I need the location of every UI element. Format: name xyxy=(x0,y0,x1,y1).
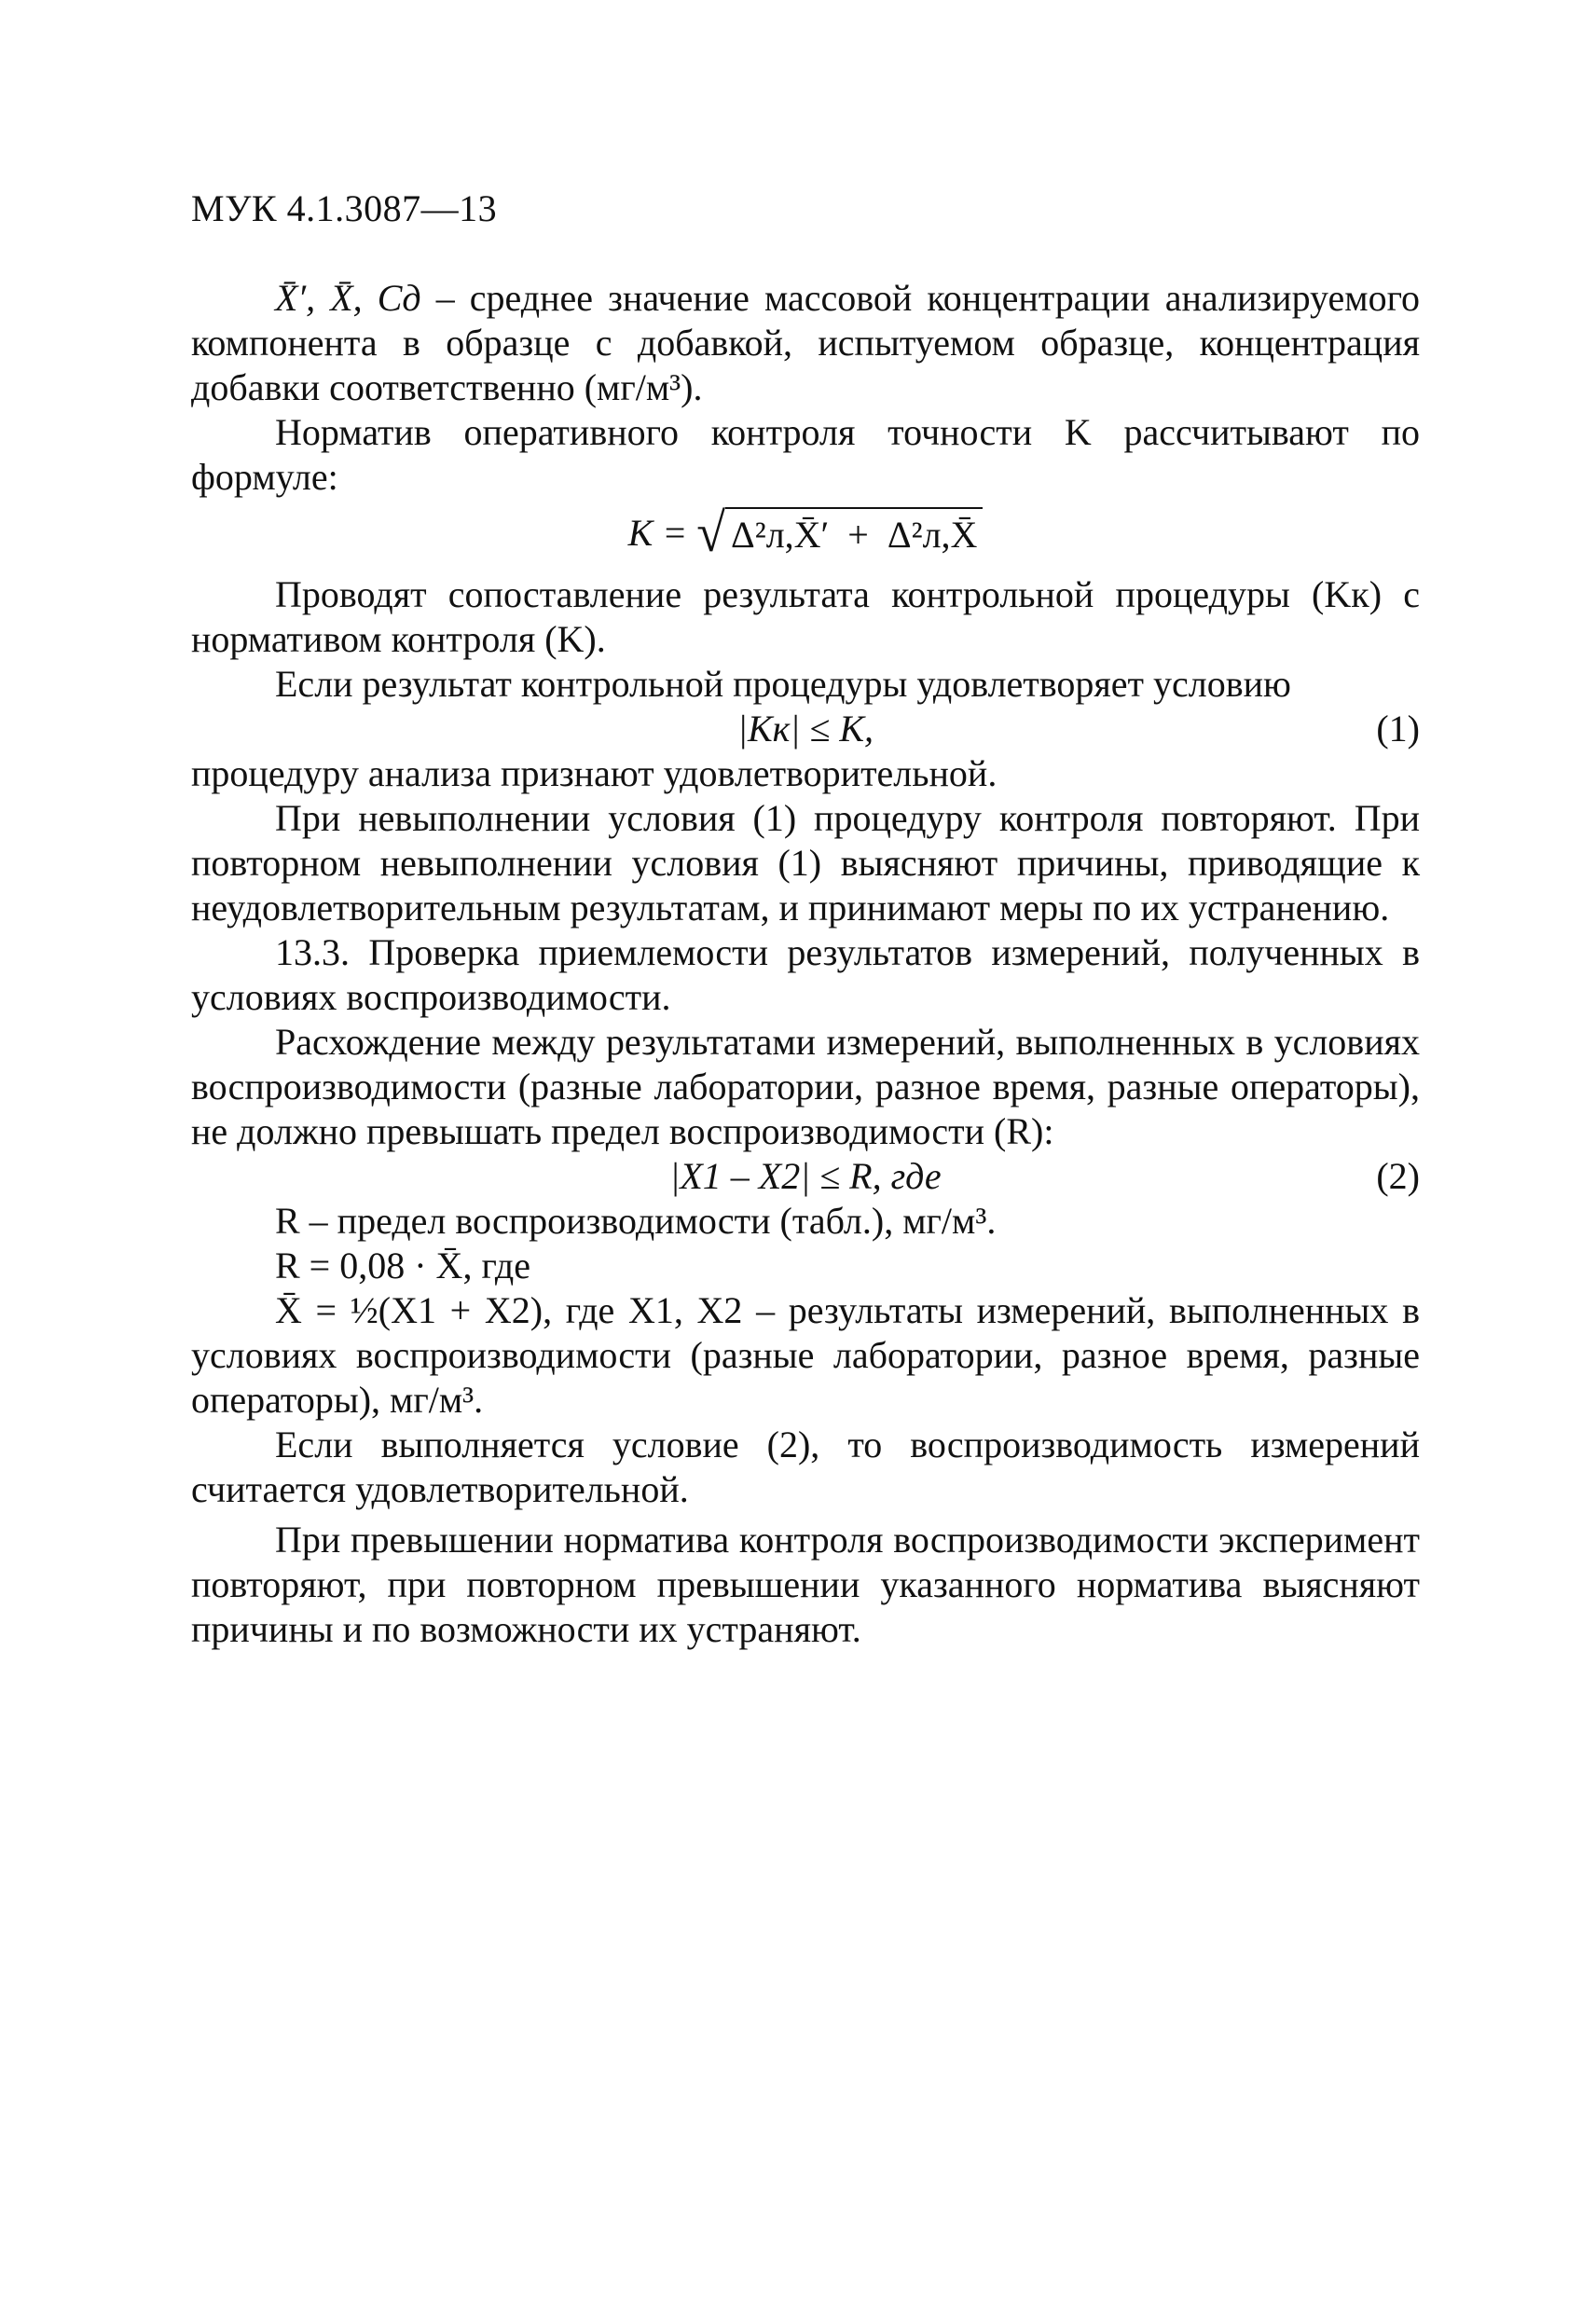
radicand xyxy=(725,507,983,559)
norm-intro-paragraph: Норматив оперативного контроля точности K рассчитывают по формуле: xyxy=(191,411,1420,498)
equation-2-number: (2) xyxy=(1376,1155,1420,1197)
r-formula-line: R = 0,08 · X̄, где xyxy=(275,1245,530,1286)
r-definition-line: R – предел воспроизводимости (табл.), мг/м³. xyxy=(275,1200,997,1242)
equation-2 xyxy=(191,1154,1420,1199)
condition-met-paragraph: Если выполняется условие (2), то воспроизводимость измерений считается удовлетворительной. xyxy=(191,1424,1420,1510)
discrepancy-paragraph: Расхождение между результатами измерений, выполненных в условиях воспроизводимости (разные лаборатории, разное время, разные операторы), не должно превышать предел воспроизводимости (R): xyxy=(191,1021,1420,1152)
sqrt-sign: √ xyxy=(696,502,725,564)
formula-k xyxy=(191,502,1420,564)
exceed-norm-paragraph: При превышении норматива контроля воспроизводимости эксперимент повторяют, при повторном превышении указанного норматива выясняют причины и по возможности их устраняют. xyxy=(191,1519,1420,1650)
mean-definition-paragraph: X̄ = ½(X1 + X2), где X1, X2 – результаты измерений, выполненных в условиях воспроизводимости (разные лаборатории, разное время, разные операторы), мг/м³. xyxy=(191,1289,1420,1421)
definition-paragraph xyxy=(191,276,1420,410)
repeat-control-paragraph: При невыполнении условия (1) процедуру контроля повторяют. При повторном невыполнении условия (1) выясняют причины, приводящие к неудовлетворительным результатам, и принимают меры по их устранению. xyxy=(191,797,1420,929)
delta-term-1: Δ²л,X̄′ xyxy=(730,514,830,556)
document-header: МУК 4.1.3087—13 xyxy=(191,187,498,229)
definition-text: – среднее значение массовой концентрации анализируемого компонента в образце с добавкой, испытуемом образце, концентрация добавки соответственно (мг/м³). xyxy=(191,277,1420,408)
variables-lead: X̄′, X̄, Cд xyxy=(275,277,421,319)
sqrt-expression xyxy=(696,502,983,564)
condition-intro-paragraph: Если результат контрольной процедуры удовлетворяет условию xyxy=(275,663,1291,705)
equation-2-expr: |X1 – X2| ≤ R, где xyxy=(669,1155,942,1197)
delta-term-2: Δ²л,X̄ xyxy=(887,514,978,556)
equation-1 xyxy=(191,707,1420,751)
comparison-paragraph: Проводят сопоставление результата контрольной процедуры (Kк) с нормативом контроля (K). xyxy=(191,573,1420,660)
document-page xyxy=(191,186,1420,1652)
section-13-3-heading: 13.3. Проверка приемлемости результатов измерений, полученных в условиях воспроизводимости. xyxy=(191,931,1420,1018)
procedure-satisfactory-paragraph: процедуру анализа признают удовлетворительной. xyxy=(191,752,998,794)
equation-1-number: (1) xyxy=(1376,708,1420,750)
equation-1-expr: |Kк| ≤ K, xyxy=(736,708,874,750)
plus-sign: + xyxy=(847,514,869,556)
formula-k-lhs: K = xyxy=(627,512,688,554)
